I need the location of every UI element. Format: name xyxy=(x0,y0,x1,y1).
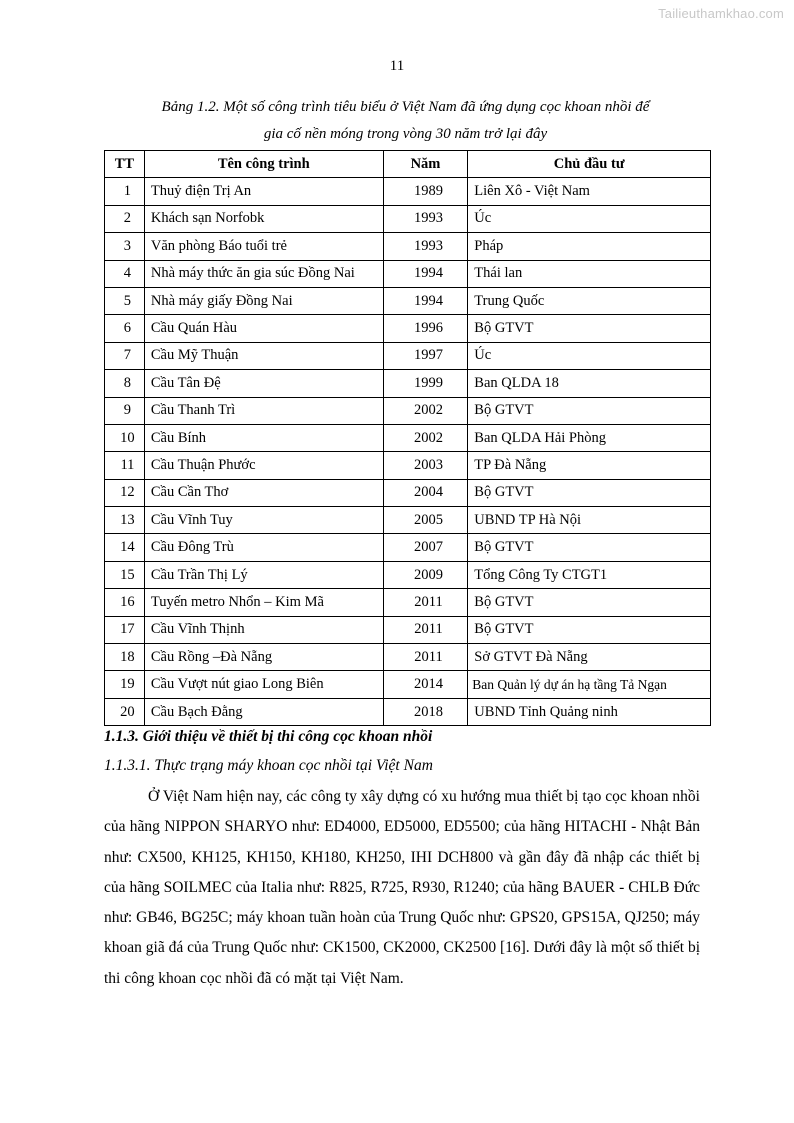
cell-year: 1993 xyxy=(383,205,468,232)
projects-table xyxy=(104,150,711,726)
cell-name: Cầu Cần Thơ xyxy=(144,479,383,506)
page-number: 11 xyxy=(389,58,405,74)
table-row xyxy=(105,287,711,314)
cell-name: Cầu Thanh Trì xyxy=(144,397,383,424)
cell-tt: 5 xyxy=(105,287,145,314)
cell-tt: 9 xyxy=(105,397,145,424)
cell-investor: UBND TP Hà Nội xyxy=(468,507,711,534)
cell-year: 1994 xyxy=(383,260,468,287)
cell-year: 2002 xyxy=(383,424,468,451)
cell-year: 2005 xyxy=(383,507,468,534)
cell-investor: Bộ GTVT xyxy=(468,589,711,616)
cell-tt: 1 xyxy=(105,178,145,205)
cell-investor: Liên Xô - Việt Nam xyxy=(468,178,711,205)
table-row xyxy=(105,671,711,698)
table-row xyxy=(105,479,711,506)
cell-year: 1994 xyxy=(383,287,468,314)
table-row xyxy=(105,233,711,260)
cell-name: Văn phòng Báo tuổi trẻ xyxy=(144,233,383,260)
cell-name: Cầu Thuận Phước xyxy=(144,452,383,479)
cell-year: 1999 xyxy=(383,370,468,397)
cell-year: 2011 xyxy=(383,644,468,671)
cell-year: 2011 xyxy=(383,616,468,643)
cell-investor: Trung Quốc xyxy=(468,287,711,314)
cell-year: 2003 xyxy=(383,452,468,479)
header-investor: Chủ đầu tư xyxy=(468,151,711,178)
cell-tt: 2 xyxy=(105,205,145,232)
section-subheading: 1.1.3.1. Thực trạng máy khoan cọc nhồi tại Việt Nam xyxy=(104,757,433,774)
table-row xyxy=(105,534,711,561)
table-row xyxy=(105,397,711,424)
cell-investor: Pháp xyxy=(468,233,711,260)
cell-tt: 14 xyxy=(105,534,145,561)
body-paragraph: Ở Việt Nam hiện nay, các công ty xây dựng có xu hướng mua thiết bị tạo cọc khoan nhồi của hãng NIPPON SHARYO như: ED4000, ED5000, ED5500; của hãng HITACHI - Nhật Bản như: CX500, KH125, KH150, KH180, KH250, IHI DCH800 và gần đây đã nhập các thiết bị của hãng SOILMEC của Italia như: R825, R725, R930, R1240; của hãng BAUER - CHLB Đức như: GB46, BG25C; máy khoan tuần hoàn của Trung Quốc như: GPS20, GPS15A, QJ250; máy khoan giã đá của Trung Quốc như: CK1500, CK2000, CK2500 [16]. Dưới đây là một số thiết bị thi công khoan cọc nhồi đã có mặt tại Việt Nam. xyxy=(104,788,700,987)
cell-name: Cầu Quán Hàu xyxy=(144,315,383,342)
table-row xyxy=(105,315,711,342)
table-row xyxy=(105,616,711,643)
cell-tt: 18 xyxy=(105,644,145,671)
table-row xyxy=(105,424,711,451)
cell-investor: TP Đà Nẵng xyxy=(468,452,711,479)
cell-year: 2011 xyxy=(383,589,468,616)
cell-name: Cầu Bạch Đằng xyxy=(144,698,383,725)
cell-name: Nhà máy thức ăn gia súc Đồng Nai xyxy=(144,260,383,287)
table-row xyxy=(105,507,711,534)
cell-tt: 11 xyxy=(105,452,145,479)
cell-name: Cầu Vĩnh Thịnh xyxy=(144,616,383,643)
cell-investor: Úc xyxy=(468,205,711,232)
section-heading: 1.1.3. Giới thiệu về thiết bị thi công cọc khoan nhồi xyxy=(104,728,433,745)
cell-tt: 19 xyxy=(105,671,145,698)
table-row xyxy=(105,698,711,725)
cell-tt: 13 xyxy=(105,507,145,534)
cell-tt: 10 xyxy=(105,424,145,451)
cell-name: Cầu Trần Thị Lý xyxy=(144,561,383,588)
cell-tt: 8 xyxy=(105,370,145,397)
table-row xyxy=(105,178,711,205)
cell-investor: Bộ GTVT xyxy=(468,479,711,506)
cell-year: 1997 xyxy=(383,342,468,369)
cell-name: Khách sạn Norfobk xyxy=(144,205,383,232)
cell-name: Cầu Vĩnh Tuy xyxy=(144,507,383,534)
cell-investor: Ban QLDA 18 xyxy=(468,370,711,397)
cell-name: Cầu Vượt nút giao Long Biên xyxy=(144,671,383,698)
cell-investor: Bộ GTVT xyxy=(468,315,711,342)
cell-year: 1989 xyxy=(383,178,468,205)
header-year: Năm xyxy=(383,151,468,178)
table-row xyxy=(105,260,711,287)
table-caption xyxy=(100,94,711,148)
caption-line-1: Bảng 1.2. Một số công trình tiêu biểu ở Việt Nam đã ứng dụng cọc khoan nhồi để xyxy=(161,99,650,115)
table-row xyxy=(105,589,711,616)
cell-year: 2009 xyxy=(383,561,468,588)
cell-investor: Bộ GTVT xyxy=(468,397,711,424)
cell-tt: 16 xyxy=(105,589,145,616)
cell-investor: Bộ GTVT xyxy=(468,534,711,561)
cell-name: Cầu Rồng –Đà Nẵng xyxy=(144,644,383,671)
cell-tt: 12 xyxy=(105,479,145,506)
cell-investor: Ban QLDA Hải Phòng xyxy=(468,424,711,451)
cell-investor: Sở GTVT Đà Nẵng xyxy=(468,644,711,671)
table-row xyxy=(105,205,711,232)
cell-investor: Tổng Công Ty CTGT1 xyxy=(468,561,711,588)
cell-year: 2018 xyxy=(383,698,468,725)
table-row xyxy=(105,452,711,479)
cell-year: 2002 xyxy=(383,397,468,424)
table-row xyxy=(105,561,711,588)
cell-name: Thuỷ điện Trị An xyxy=(144,178,383,205)
header-name: Tên công trình xyxy=(144,151,383,178)
cell-tt: 6 xyxy=(105,315,145,342)
table-row xyxy=(105,370,711,397)
cell-name: Tuyến metro Nhổn – Kim Mã xyxy=(144,589,383,616)
cell-year: 2007 xyxy=(383,534,468,561)
table-row xyxy=(105,644,711,671)
cell-tt: 3 xyxy=(105,233,145,260)
cell-name: Cầu Tân Đệ xyxy=(144,370,383,397)
cell-name: Cầu Bính xyxy=(144,424,383,451)
cell-tt: 7 xyxy=(105,342,145,369)
cell-name: Cầu Mỹ Thuận xyxy=(144,342,383,369)
table-header-row xyxy=(105,151,711,178)
cell-investor: Thái lan xyxy=(468,260,711,287)
cell-tt: 15 xyxy=(105,561,145,588)
watermark: Tailieuthamkhao.com xyxy=(658,6,784,21)
cell-year: 2014 xyxy=(383,671,468,698)
cell-investor: Ban Quản lý dự án hạ tầng Tả Ngạn xyxy=(468,671,711,698)
cell-name: Cầu Đông Trù xyxy=(144,534,383,561)
header-tt: TT xyxy=(105,151,145,178)
cell-tt: 4 xyxy=(105,260,145,287)
cell-investor: UBND Tỉnh Quảng ninh xyxy=(468,698,711,725)
cell-tt: 17 xyxy=(105,616,145,643)
cell-investor: Bộ GTVT xyxy=(468,616,711,643)
cell-year: 2004 xyxy=(383,479,468,506)
cell-investor: Úc xyxy=(468,342,711,369)
caption-line-2: gia cố nền móng trong vòng 30 năm trở lại đây xyxy=(263,126,548,142)
cell-year: 1993 xyxy=(383,233,468,260)
table-row xyxy=(105,342,711,369)
cell-tt: 20 xyxy=(105,698,145,725)
table-body xyxy=(105,178,711,726)
cell-year: 1996 xyxy=(383,315,468,342)
cell-name: Nhà máy giấy Đồng Nai xyxy=(144,287,383,314)
